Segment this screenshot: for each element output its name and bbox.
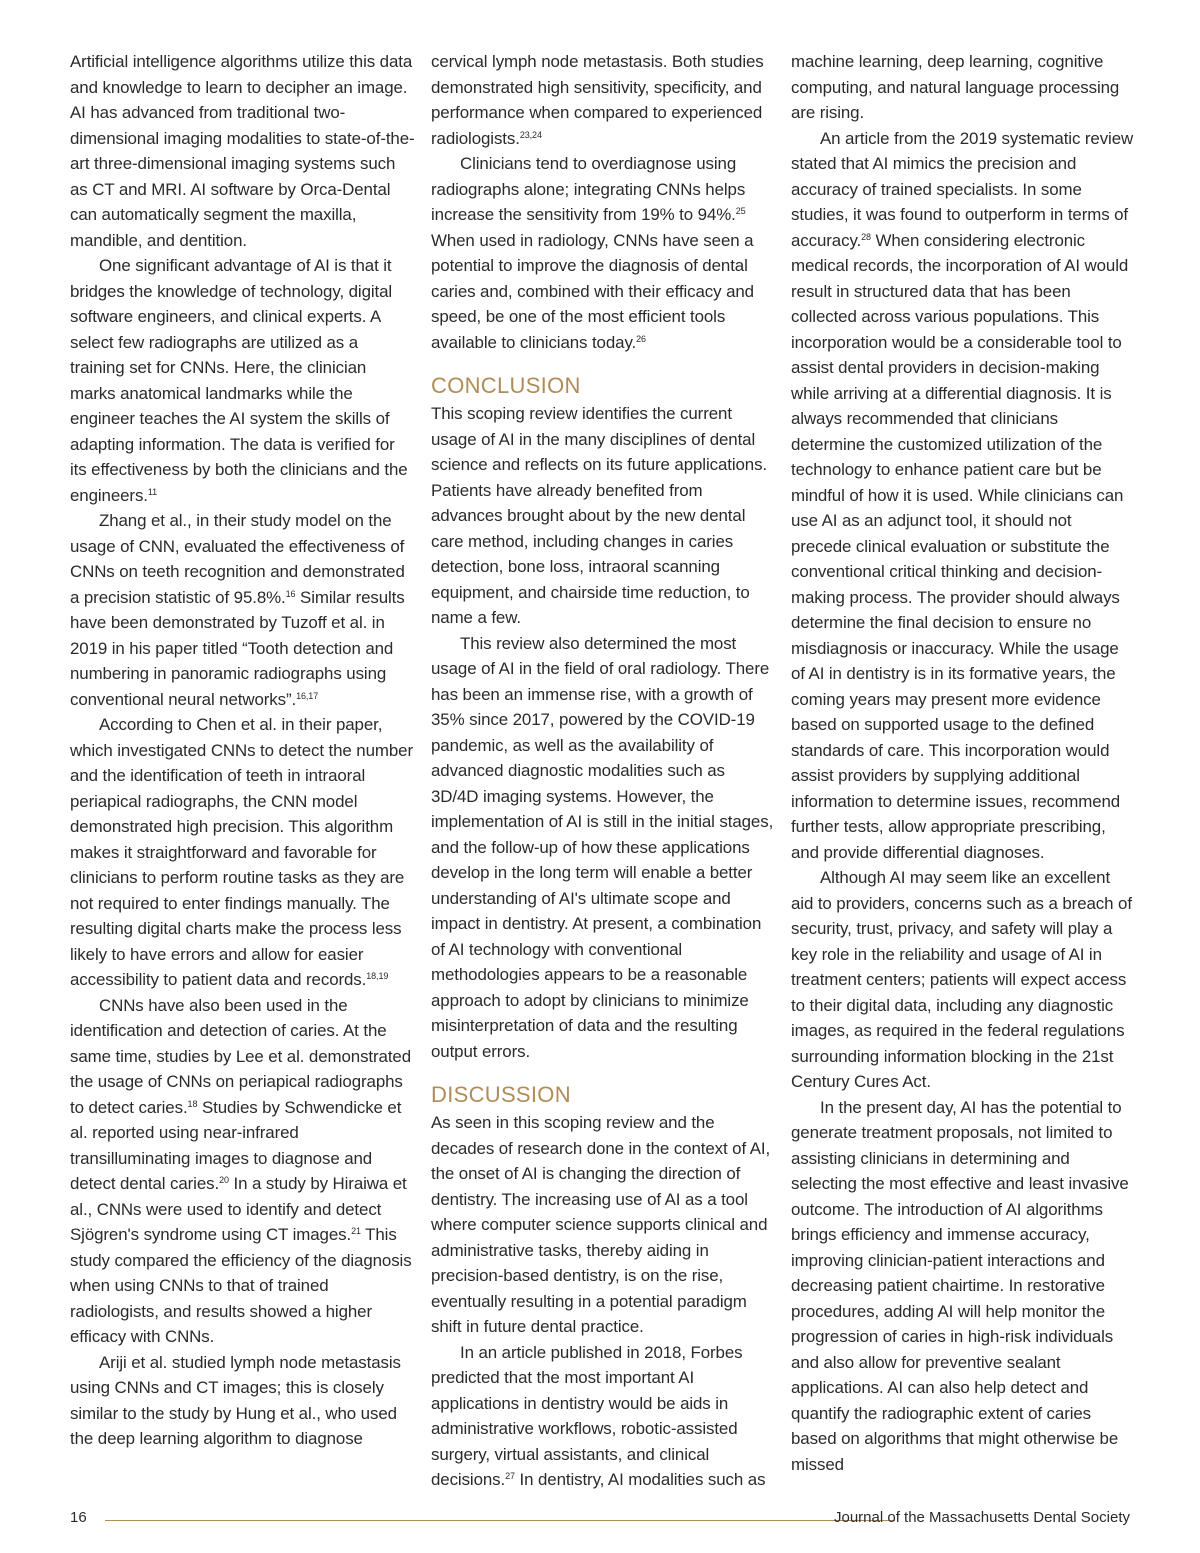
paragraph bbox=[431, 1110, 776, 1340]
citation-ref: 18,19 bbox=[366, 971, 389, 981]
citation-ref: 23,24 bbox=[519, 129, 542, 140]
page-number: 16 bbox=[70, 1509, 87, 1526]
paragraph-text: In dentistry, AI modalities such as bbox=[514, 1470, 766, 1489]
paragraph bbox=[431, 631, 776, 1065]
paragraph bbox=[431, 401, 776, 631]
paragraph-text: In a study by Hiraiwa et al., CNNs were used to identify and detect Sjögren's syndrome using CT images. bbox=[70, 1174, 407, 1244]
conclusion-heading: CONCLUSION bbox=[431, 373, 581, 398]
paragraph-text: In an article published in 2018, Forbes predicted that the most important AI applications in dentistry would be aids in administrative workflows, robotic-assisted surgery, virtual assistants, and clinical decisions. bbox=[431, 1342, 743, 1489]
paragraph bbox=[70, 253, 415, 508]
paragraph bbox=[431, 151, 776, 355]
paragraph-text: Artificial intelligence algorithms utilize this data and knowledge to learn to decipher an image. AI has advanced from traditional two-dimensional imaging modalities to state-of-the-art three-dimensional imaging systems such as CT and MRI. AI software by Orca-Dental can automatically segment the maxilla, mandible, and dentition. bbox=[70, 52, 415, 250]
paragraph-text: When used in radiology, CNNs have seen a potential to improve the diagnosis of dental caries and, combined with their efficacy and speed, be one of the most efficient tools available to clinicians today. bbox=[431, 230, 754, 352]
paragraph bbox=[70, 508, 415, 712]
citation-ref: 26 bbox=[636, 333, 646, 344]
paragraph-text: When considering electronic medical records, the incorporation of AI would result in structured data that has been collected across various populations. This incorporation would be a considerable tool to assist dental providers in decision-making while arriving at a differential diagnosis. It is always recommended that clinicians determine the customized utilization of the technology to enhance patient care but be mindful of how it is used. While clinicians can use AI as an adjunct tool, it should not precede clinical evaluation or substitute the conventional critical thinking and decision-making process. The provider should always determine the final decision to ensure no misdiagnosis or inaccuracy. While the usage of AI in dentistry is in its formative years, the coming years may present more evidence based on supported usage to the defined standards of care. This incorporation would assist providers by supplying additional information to determine issues, recommend further tests, allow appropriate prescribing, and provide differential diagnoses. bbox=[791, 230, 1129, 862]
paragraph-text: This review also determined the most usage of AI in the field of oral radiology. There has been an immense rise, with a growth of 35% since 2017, powered by the COVID-19 pandemic, as well as the availability of advanced diagnostic modalities such as 3D/4D imaging systems. However, the implementation of AI is still in the initial stages, and the follow-up of how these applications develop in the long term will enable a better understanding of AI's ultimate scope and impact in dentistry. At present, a combination of AI technology with conventional methodologies appears to be a reasonable approach to adopt by clinicians to minimize misinterpretation of data and the resulting output errors. bbox=[431, 633, 774, 1061]
paragraph-text: This scoping review identifies the current usage of AI in the many disciplines of dental science and reflects on its future applications. Patients have already benefited from advances brought about by the new dental care method, including changes in caries detection, bone loss, intraoral scanning equipment, and chairside time reduction, to name a few. bbox=[431, 404, 768, 627]
paragraph-text: machine learning, deep learning, cognitive computing, and natural language processing are rising. bbox=[791, 52, 1120, 122]
paragraph bbox=[70, 712, 415, 993]
paragraph bbox=[431, 1340, 776, 1493]
paragraph-text: cervical lymph node metastasis. Both studies demonstrated high sensitivity, specificity, and performance when compared to experienced radiologists. bbox=[431, 52, 764, 148]
citation-ref: 16,17 bbox=[296, 690, 319, 701]
citation-ref: 11 bbox=[147, 486, 158, 497]
paragraph-text: One significant advantage of AI is that it bridges the knowledge of technology, digital software engineers, and clinical experts. A select few radiographs are utilized as a training set for CNNs. Here, the clinician marks anatomical landmarks while the engineer teaches the AI system the skills of adapting information. The data is verified for its effectiveness by both the clinicians and the engineers. bbox=[70, 256, 408, 505]
citation-ref: 20 bbox=[219, 1175, 229, 1185]
citation-ref: 25 bbox=[735, 206, 746, 216]
paragraph-text: Although AI may seem like an excellent aid to providers, concerns such as a breach of security, trust, privacy, and safety will play a key role in the reliability and usage of AI in treatment centers; patients will expect access to their digital data, including any diagnostic images, as required in the federal regulations surrounding information blocking in the 21st Century Cures Act. bbox=[791, 868, 1132, 1091]
citation-ref: 21 bbox=[351, 1226, 361, 1236]
paragraph bbox=[70, 993, 415, 1350]
paragraph bbox=[791, 1095, 1136, 1478]
paragraph-text: As seen in this scoping review and the decades of research done in the context of AI, the onset of AI is changing the direction of dentistry. The increasing use of AI as a tool where computer science supports clinical and administrative tasks, thereby aiding in precision-based dentistry, is on the rise, eventually resulting in a potential paradigm shift in future dental practice. bbox=[431, 1113, 771, 1336]
column-2 bbox=[431, 49, 776, 1493]
paragraph-text: Similar results have been demonstrated by Tuzoff et al. in 2019 in his paper titled “Tooth detection and numbering in panoramic radiographs using conventional neural networks”. bbox=[70, 587, 405, 709]
paragraph-text: CNNs have also been used in the identification and detection of caries. At the same time, studies by Lee et al. demonstrated the usage of CNNs on periapical radiographs to detect caries. bbox=[70, 995, 411, 1117]
footer-rule bbox=[105, 1520, 895, 1521]
paragraph bbox=[70, 1350, 415, 1452]
citation-ref: 28 bbox=[861, 231, 871, 242]
paragraph-text: According to Chen et al. in their paper, which investigated CNNs to detect the number and the identification of teeth in intraoral periapical radiographs, the CNN model demonstrated high precision. This algorithm makes it straightforward and favorable for clinicians to perform routine tasks as they are not required to enter findings manually. The resulting digital charts make the process less likely to have errors and allow for easier accessibility to patient data and records. bbox=[70, 715, 413, 989]
paragraph-text: Zhang et al., in their study model on the usage of CNN, evaluated the effectiveness of CNNs on teeth recognition and demonstrated a precision statistic of 95.8%. bbox=[70, 511, 405, 607]
citation-ref: 27 bbox=[505, 1471, 515, 1481]
paragraph-text: Clinicians tend to overdiagnose using radiographs alone; integrating CNNs helps increase the sensitivity from 19% to 94%. bbox=[431, 154, 746, 224]
page-footer bbox=[70, 1509, 1130, 1531]
paragraph bbox=[791, 49, 1136, 126]
paragraph bbox=[431, 49, 776, 151]
discussion-heading: DISCUSSION bbox=[431, 1082, 571, 1107]
citation-ref: 18 bbox=[187, 1098, 198, 1109]
paragraph-text: In the present day, AI has the potential to generate treatment proposals, not limited to assisting clinicians in determining and selecting the most effective and least invasive outcome. The introduction of AI algorithms brings efficiency and immense accuracy, improving clinician-patient interactions and decreasing patient chairtime. In restorative procedures, adding AI will help monitor the progression of caries in high-risk individuals and also allow for preventive sealant applications. AI can also help detect and quantify the radiographic extent of caries based on algorithms that might otherwise be missed bbox=[791, 1097, 1129, 1474]
column-3 bbox=[791, 49, 1136, 1477]
column-1 bbox=[70, 49, 415, 1452]
paragraph-text: An article from the 2019 systematic review stated that AI mimics the precision and accuracy of trained specialists. In some studies, it was found to outperform in terms of accuracy. bbox=[791, 128, 1134, 250]
paragraph bbox=[791, 126, 1136, 866]
paragraph-text: Studies by Schwendicke et al. reported using near-infrared transilluminating images to diagnose and detect dental caries. bbox=[70, 1097, 402, 1193]
citation-ref: 16 bbox=[285, 588, 296, 599]
paragraph-text: This study compared the efficiency of the diagnosis when using CNNs to that of trained radiologists, and results showed a higher efficacy with CNNs. bbox=[70, 1225, 412, 1346]
paragraph-text: Ariji et al. studied lymph node metastasis using CNNs and CT images; this is closely similar to the study by Hung et al., who used the deep learning algorithm to diagnose bbox=[70, 1352, 401, 1448]
paragraph bbox=[791, 865, 1136, 1095]
journal-name: Journal of the Massachusetts Dental Society bbox=[834, 1509, 1130, 1526]
paragraph bbox=[70, 49, 415, 253]
